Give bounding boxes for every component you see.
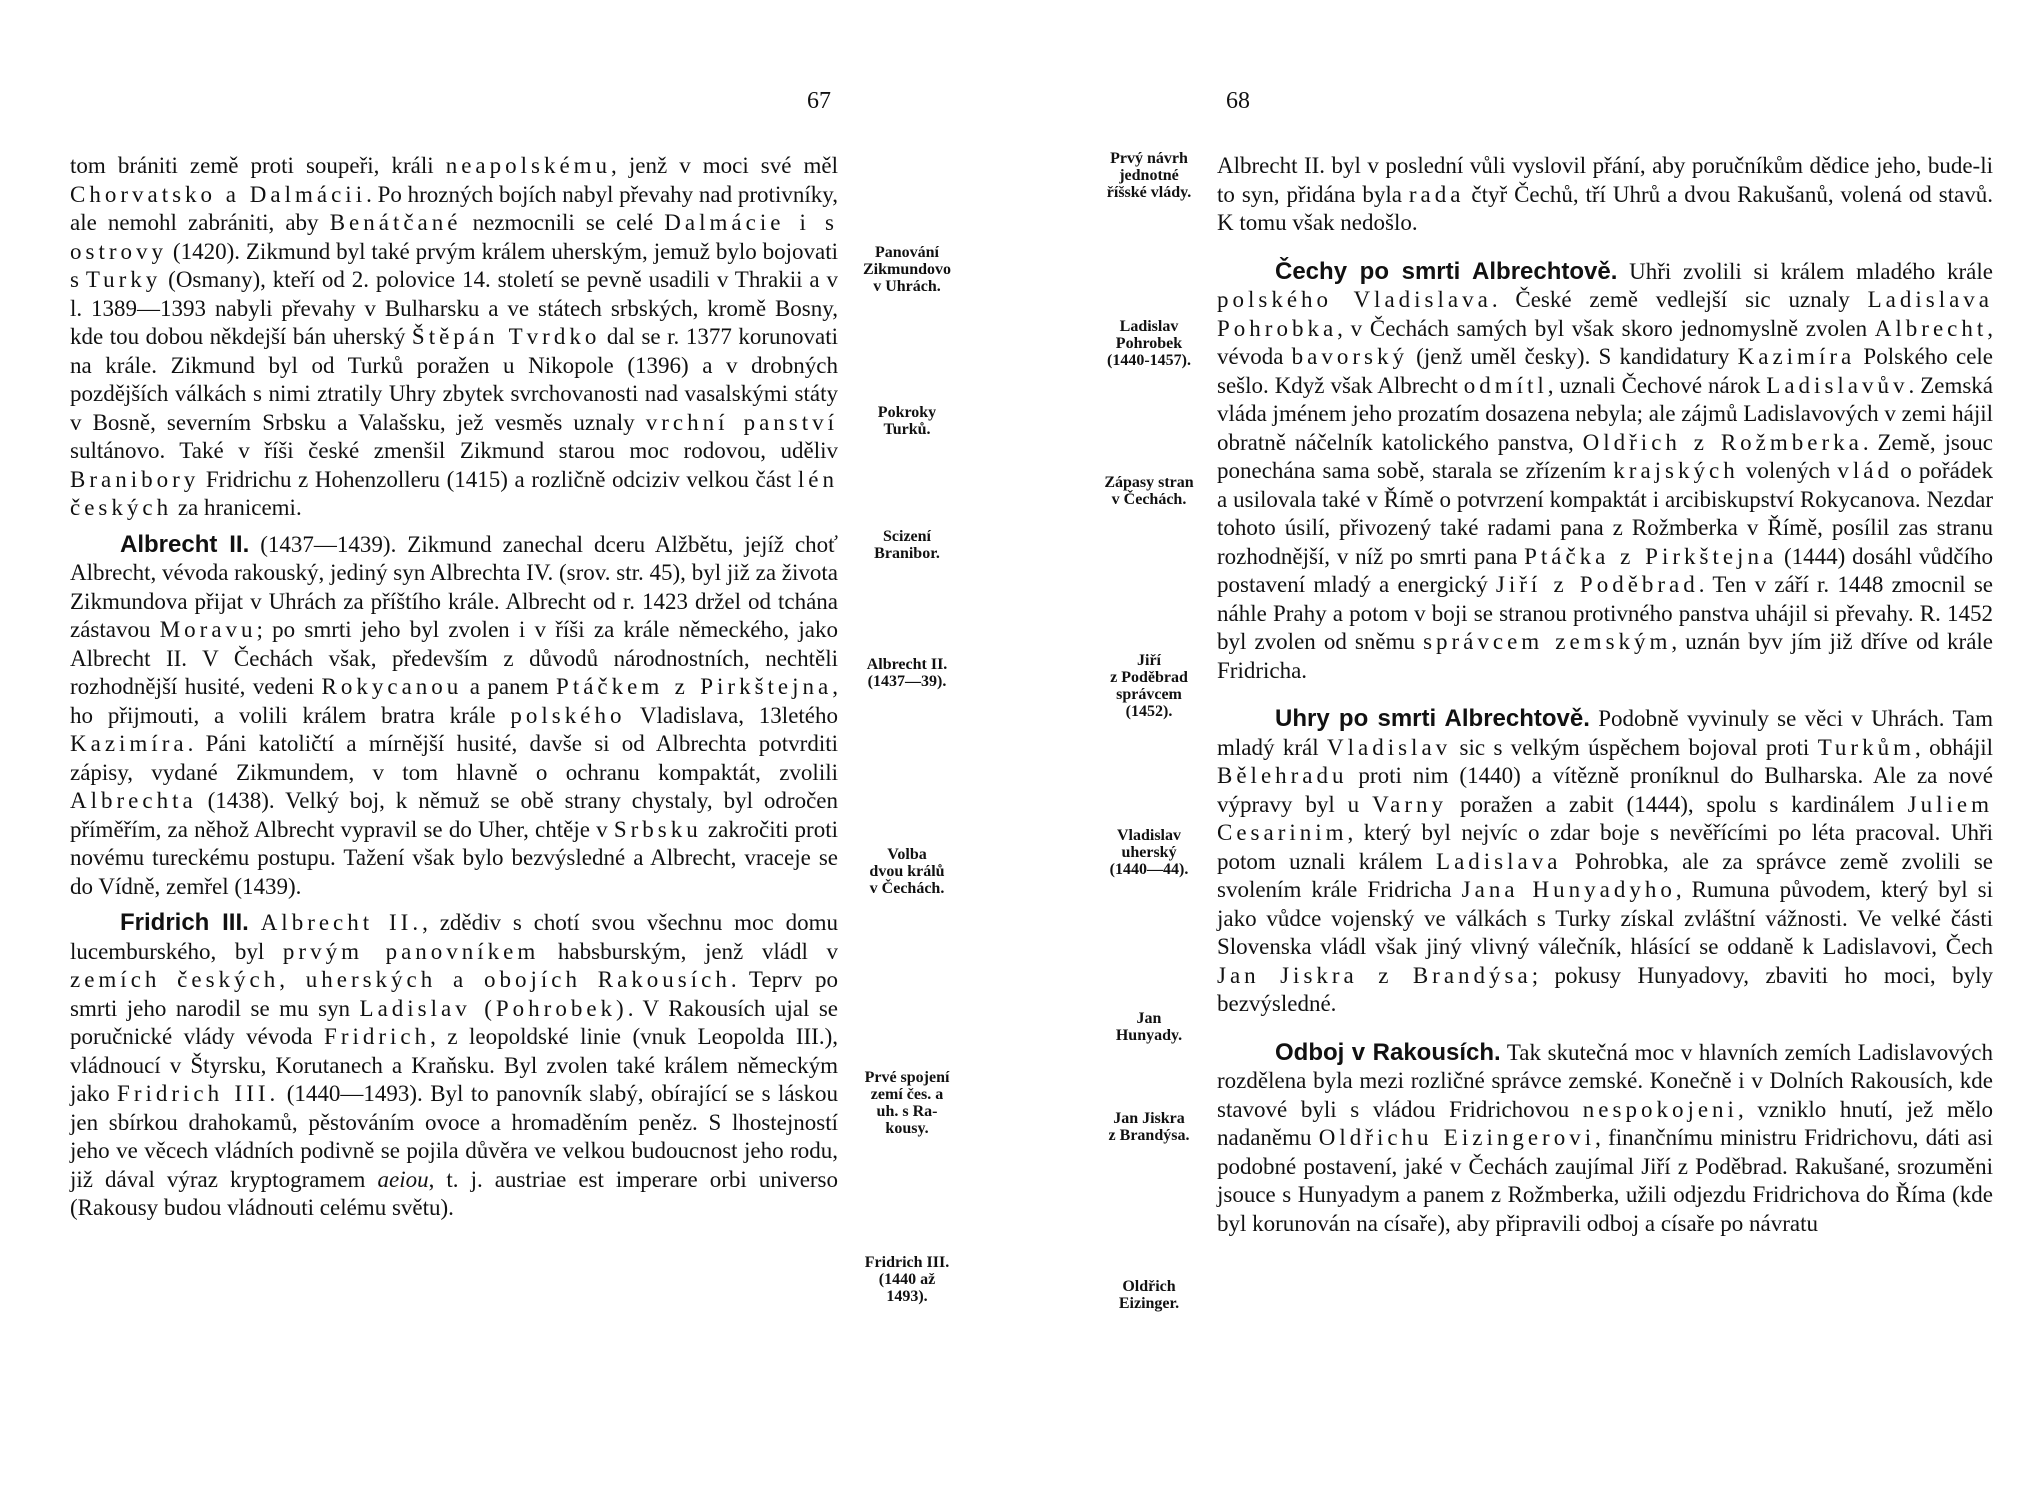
margin-note: Oldřich Eizinger.: [1118, 1278, 1180, 1312]
margin-note: Volba dvou králů v Čechách.: [869, 846, 945, 897]
section-heading: Uhry po smrti Albrechtově.: [1275, 705, 1590, 732]
margin-note: Zápasy stran v Čechách.: [1104, 474, 1194, 508]
main-text: [1217, 152, 1993, 1238]
right-page: [1019, 0, 2038, 1500]
section-heading: Albrecht II.: [120, 530, 250, 558]
margin-note: Jan Jiskra z Brandýsa.: [1108, 1110, 1190, 1144]
margin-note: Jiří z Poděbrad správcem (1452).: [1110, 652, 1188, 720]
margin-note: Pokroky Turků.: [877, 404, 937, 438]
section-uhry: Uhry po smrti Albrechtově. Podobně vyvinuly se věci v Uhrách. Tam mladý král Vladislav sic s velkým úspěchem bojoval proti Turkům, obhájil Bělehradu proti nim (1440) a vítězně proníknul do Bulharska. Ale za nové výpravy byl u Varny poražen a zabit (1444), spolu s kardinálem Juliem Cesarinim, který byl nejvíc o zdar boje s nevěřícími po léta pracoval. Uhři potom uznali králem Ladislava Pohrobka, ale za správce země zvolili se svolením krále Fridricha Jana Hunyadyho, Rumuna původem, který byl si jako vůdce vojenský ve válkách s Turky získal zvláštní vážnosti. Ve velké části Slovenska vládl však jiný vlivný válečník, hlásící se oddaně k Ladislavovi, Čech Jan Jiskra z Brandýsa; pokusy Hunyadovy, zbaviti ho moci, byly bezvýsledné.: [1217, 705, 1994, 1016]
margin-note: Prvé spojení zemí čes. a uh. s Ra- kousy.: [864, 1069, 950, 1137]
section-heading: Odboj v Rakousích.: [1275, 1038, 1501, 1066]
margin-note: Scizení Branibor.: [874, 528, 940, 562]
page-number: 68: [1226, 88, 1250, 114]
page-number: 67: [807, 88, 831, 114]
margin-note: Jan Hunyady.: [1115, 1010, 1183, 1044]
section-odboj: Odboj v Rakousích. Tak skutečná moc v hlavních zemích Ladislavových rozdělena byla mezi rozličné správce zemské. Konečně i v Dolních Rakousích, kde stavové byli s vládou Fridrichovou nespokojeni, vzniklo hnutí, jež mělo nadaněmu Oldřichu Eizingerovi, finančnímu ministru Fridrichovu, dáti asi podobné postavení, jaké v Čechách zaujímal Jiří z Poděbrad. Rakušané, srozuměni jsouce s Hunyadym a panem z Rožmberka, užili odjezdu Fridrichova do Říma (kde byl korunován na císaře), aby připravili odboj a císaře po návratu: [1217, 1038, 1993, 1236]
main-text: [70, 152, 838, 1223]
section-albrecht: Albrecht II. (1437—1439). Zikmund zanechal dceru Alžbětu, jejíž choť Albrecht, vévoda rakouský, jediný syn Albrechta IV. (srov. str. 45), byl již za života Zikmundova přijat v Uhrách za příštího krále. Albrecht od r. 1423 držel od tchána zástavou Moravu; po smrti jeho byl zvolen i v říši za krále německého, jako Albrecht II. V Čechách však, především z důvodů národnostních, nechtěli rozhodnější husité, vedeni Rokycanou a panem Ptáčkem z Pirkštejna, ho přijmouti, a volili králem bratra krále polského Vladislava, 13letého Kazimíra. Páni katoličtí a mírnější husité, davše si od Albrechta potvrditi zápisy, vydané Zikmundem, v tom hlavně o ochranu kompaktát, zvolili Albrechta (1438). Velký boj, k němuž se obě strany chystaly, byl odročen příměřím, za něhož Albrecht vypravil se do Uher, chtěje v Srbsku zakročiti proti novému tureckému postupu. Tažení však bylo bezvýsledné a Albrecht, vraceje se do Vídně, zemřel (1439).: [70, 530, 839, 899]
margin-note: Fridrich III. (1440 až 1493).: [864, 1254, 950, 1305]
section-fridrich: Fridrich III. Albrecht II., zdědiv s chotí svou všechnu moc domu lucemburského, byl prvým panovníkem habsburským, jenž vládl v zemích českých, uherských a obojích Rakousích. Teprv po smrti jeho narodil se mu syn Ladislav (Pohrobek). V Rakousích ujal se poručnické vlády vévoda Fridrich, z leopoldské linie (vnuk Leopolda III.), vládnoucí v Štyrsku, Korutanech a Kraňsku. Byl zvolen také králem německým jako Fridrich III. (1440—1493). Byl to panovník slabý, obírající se s láskou jen sbírkou drahokamů, pěstováním ovoce a hromaděním peněz. S lhostejností jeho ve věcech vládních podivně se pojila důvěra ve velkou budoucnost jeho rodu, již dával výraz kryptogramem aeiou, t. j. austriae est imperare orbi universo (Rakousy budou vládnouti celému světu).: [70, 909, 839, 1220]
margin-note: Vladislav uherský (1440—44).: [1109, 827, 1189, 878]
margin-note: Albrecht II. (1437—39).: [866, 656, 948, 690]
paragraph: Albrecht II. byl v poslední vůli vyslovil přání, aby poručníkům dědice jeho, bude-li to syn, přidána byla rada čtyř Čechů, tří Uhrů a dvou Rakušanů, volená od stavů. K tomu však nedošlo.: [1217, 153, 1993, 235]
section-heading: Čechy po smrti Albrechtově.: [1275, 257, 1618, 285]
margin-note: Prvý návrh jednotné říšské vlády.: [1106, 150, 1192, 201]
paragraph: tom brániti země proti soupeři, králi neapolskému, jenž v moci své měl Chorvatsko a Dalmácii. Po hrozných bojích nabyl převahy nad protivníky, ale nemohl zabrániti, aby Benátčané nezmocnili se celé Dalmácie i s ostrovy (1420). Zikmund byl také prvým králem uherským, jemuž bylo bojovati s Turky (Osmany), kteří od 2. polovice 14. století se pevně usadili v Thrakii a v l. 1389—1393 nabyli převahy v Bulharsku a ve státech srbských, kromě Bosny, kde tou dobou někdejší bán uherský Štěpán Tvrdko dal se r. 1377 korunovati na krále. Zikmund byl od Turků poražen u Nikopole (1396) a v drobných pozdějších válkách s nimi ztratily Uhry zbytek svrchovanosti nad vasalskými státy v Bosně, severním Srbsku a Valašsku, jež vesměs uznaly vrchní panství sultánovo. Také v říši české zmenšil Zikmund starou moc rodovou, uděliv Branibory Fridrichu z Hohenzolleru (1415) a rozličně odciziv velkou část lén českých za hranicemi.: [70, 153, 839, 520]
margin-note: Ladislav Pohrobek (1440-1457).: [1107, 318, 1191, 369]
section-cechy: Čechy po smrti Albrechtově. Uhři zvolili si králem mladého krále polského Vladislava. České země vedlejší sic uznaly Ladislava Pohrobka, v Čechách samých byl však skoro jednomyslně zvolen Albrecht, vévoda bavorský (jenž uměl česky). S kandidatury Kazimíra Polského cele sešlo. Když však Albrecht odmítl, uznali Čechové nárok Ladislavův. Zemská vláda jménem jeho prozatím dosazena nebyla; ale zájmů Ladislavových v zemi hájil obratně náčelník katolického panstva, Oldřich z Rožmberka. Země, jsouc ponechána sama sobě, starala se zřízením krajských volených vlád o pořádek a usilovala také v Římě o potvrzení kompaktát i arcibiskupství Rokycanova. Nezdar tohoto úsilí, přivozený také radami pana z Rožmberka v Římě, posílil zas stranu rozhodnější, v níž po smrti pana Ptáčka z Pirkštejna (1444) dosáhl vůdčího postavení mladý a energický Jiří z Poděbrad. Ten v září r. 1448 zmocnil se náhle Prahy a potom v boji se stranou protivného panstva uhájil si převahy. R. 1452 byl zvolen od sněmu správcem zemským, uznán byv jím již dříve od krále Fridricha.: [1217, 257, 1994, 683]
section-heading: Fridrich III.: [120, 909, 249, 936]
margin-note: Panování Zikmundovo v Uhrách.: [862, 244, 952, 295]
